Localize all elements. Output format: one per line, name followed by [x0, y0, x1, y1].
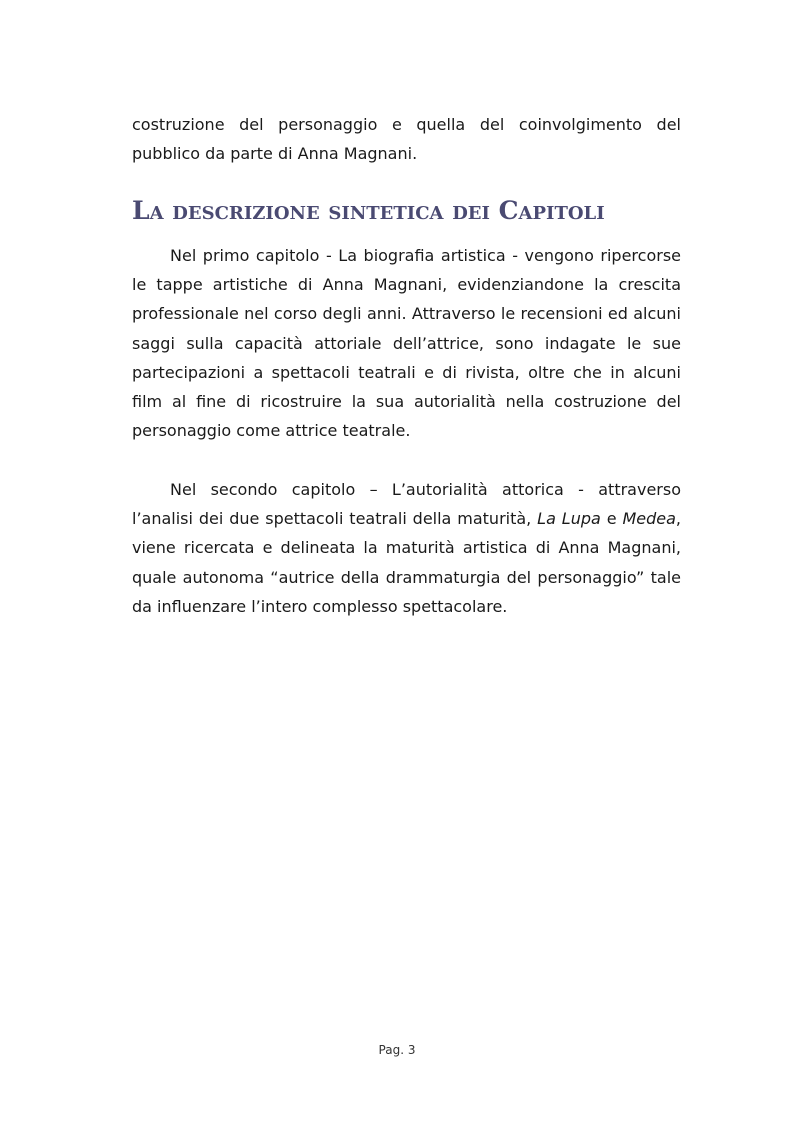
- paragraph-second-text-end: , viene ricercata e delineata la maturità artistica di Anna Magnani, quale autonoma “autrice della drammaturgia del personaggio” tale da influenzare l’intero complesso spettacolare.: [132, 509, 682, 616]
- title-medea: Medea: [622, 509, 676, 529]
- paragraph-first-chapter: Nel primo capitolo - La biografia artistica - vengono ripercorse le tappe artistiche di Anna Magnani, evidenziandone la crescita professionale nel corso degli anni. Attraverso le recensioni ed alcuni saggi sulla capacità attoriale dell’attrice, sono indagate le sue partecipazioni a spettacoli teatrali e di rivista, oltre che in alcuni film al fine di ricostruire la sua autorialità nella costruzione del personaggio come attrice teatrale.: [132, 246, 681, 441]
- title-la-lupa: La Lupa: [537, 509, 601, 529]
- page-number: Pag. 3: [378, 1043, 416, 1057]
- section-heading: La descrizione sintetica dei Capitoli: [132, 196, 605, 225]
- paragraph-second-chapter: [132, 475, 681, 621]
- conjunction-text: e: [600, 509, 623, 529]
- paragraph-second-text-start: Nel secondo capitolo – L’autorialità attorica - attraverso l’analisi dei due spettacoli teatrali della maturità,: [132, 480, 681, 529]
- intro-paragraph: costruzione del personaggio e quella del coinvolgimento del pubblico da parte di Anna Magnani.: [132, 115, 681, 164]
